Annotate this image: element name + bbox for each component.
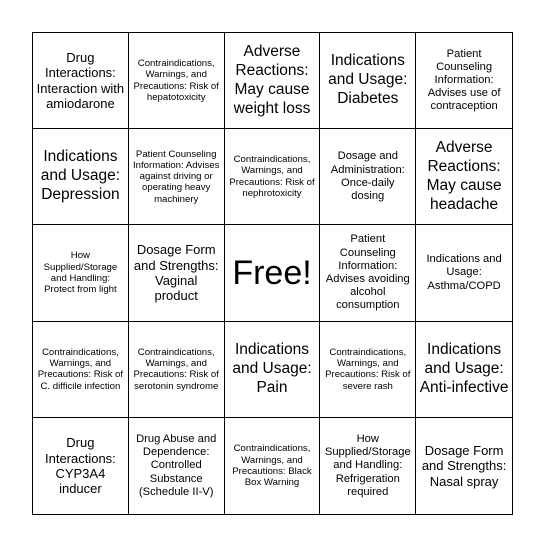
cell-text: Dosage Form and Strengths: Vaginal product — [133, 242, 219, 304]
cell-text: Contraindications, Warnings, and Precautions: Risk of nephrotoxicity — [229, 154, 315, 200]
cell-text: Contraindications, Warnings, and Precautions: Risk of C. difficile infection — [37, 346, 124, 392]
cell-text: How Supplied/Storage and Handling: Refrigeration required — [324, 432, 411, 498]
bingo-cell[interactable] — [225, 129, 321, 225]
cell-text: Indications and Usage: Pain — [232, 340, 312, 396]
cell-text: Contraindications, Warnings, and Precautions: Risk of serotonin syndrome — [133, 346, 219, 392]
cell-text: Patient Counseling Information: Advises use of contraception — [427, 47, 501, 113]
bingo-cell[interactable] — [33, 322, 129, 418]
cell-text: Contraindications, Warnings, and Precautions: Risk of severe rash — [325, 346, 411, 392]
bingo-cell[interactable] — [320, 33, 416, 129]
cell-text: Indications and Usage: Diabetes — [328, 52, 408, 108]
bingo-cell[interactable] — [416, 33, 512, 129]
bingo-cell[interactable] — [320, 225, 416, 321]
cell-text: Adverse Reactions: May cause headache — [426, 138, 502, 213]
cell-text: Adverse Reactions: May cause weight loss — [233, 42, 311, 117]
cell-text: Patient Counseling Information: Advises against driving or operating heavy machinery — [133, 148, 220, 205]
bingo-cell[interactable] — [129, 322, 225, 418]
cell-text: Drug Abuse and Dependence: Controlled Substance (Schedule II-V) — [136, 432, 217, 498]
bingo-cell[interactable] — [320, 418, 416, 514]
bingo-cell[interactable] — [225, 33, 321, 129]
cell-text: Dosage Form and Strengths: Nasal spray — [421, 442, 507, 489]
cell-text: How Supplied/Storage and Handling: Protect from light — [43, 250, 118, 296]
bingo-cell[interactable] — [416, 225, 512, 321]
cell-text: Drug Interactions: CYP3A4 inducer — [44, 435, 116, 497]
bingo-cell[interactable] — [416, 129, 512, 225]
bingo-cell[interactable] — [129, 33, 225, 129]
bingo-cell[interactable] — [129, 129, 225, 225]
cell-text: Contraindications, Warnings, and Precautions: Risk of hepatotoxicity — [133, 57, 219, 103]
cell-text: Indications and Usage: Anti-infective — [419, 340, 509, 396]
bingo-board — [32, 32, 513, 515]
cell-text: Patient Counseling Information: Advises avoiding alcohol consumption — [325, 233, 410, 312]
cell-text: Drug Interactions: Interaction with amiodarone — [36, 49, 125, 111]
bingo-cell[interactable] — [320, 322, 416, 418]
bingo-cell[interactable] — [225, 322, 321, 418]
bingo-cell[interactable] — [416, 418, 512, 514]
bingo-cell[interactable] — [225, 418, 321, 514]
cell-text: Indications and Usage: Depression — [40, 148, 121, 204]
bingo-cell[interactable] — [129, 225, 225, 321]
bingo-cell[interactable] — [33, 129, 129, 225]
bingo-cell[interactable] — [33, 33, 129, 129]
bingo-cell[interactable] — [416, 322, 512, 418]
bingo-cell[interactable] — [129, 418, 225, 514]
cell-text: Indications and Usage: Asthma/COPD — [426, 253, 502, 292]
bingo-cell[interactable] — [320, 129, 416, 225]
cell-text: Dosage and Administration: Once-daily dosing — [330, 150, 405, 202]
cell-text: Contraindications, Warnings, and Precautions: Black Box Warning — [232, 443, 312, 489]
bingo-cell[interactable] — [33, 225, 129, 321]
bingo-cell[interactable] — [33, 418, 129, 514]
free-space-text: Free! — [232, 253, 312, 292]
free-space-cell[interactable] — [225, 225, 321, 321]
